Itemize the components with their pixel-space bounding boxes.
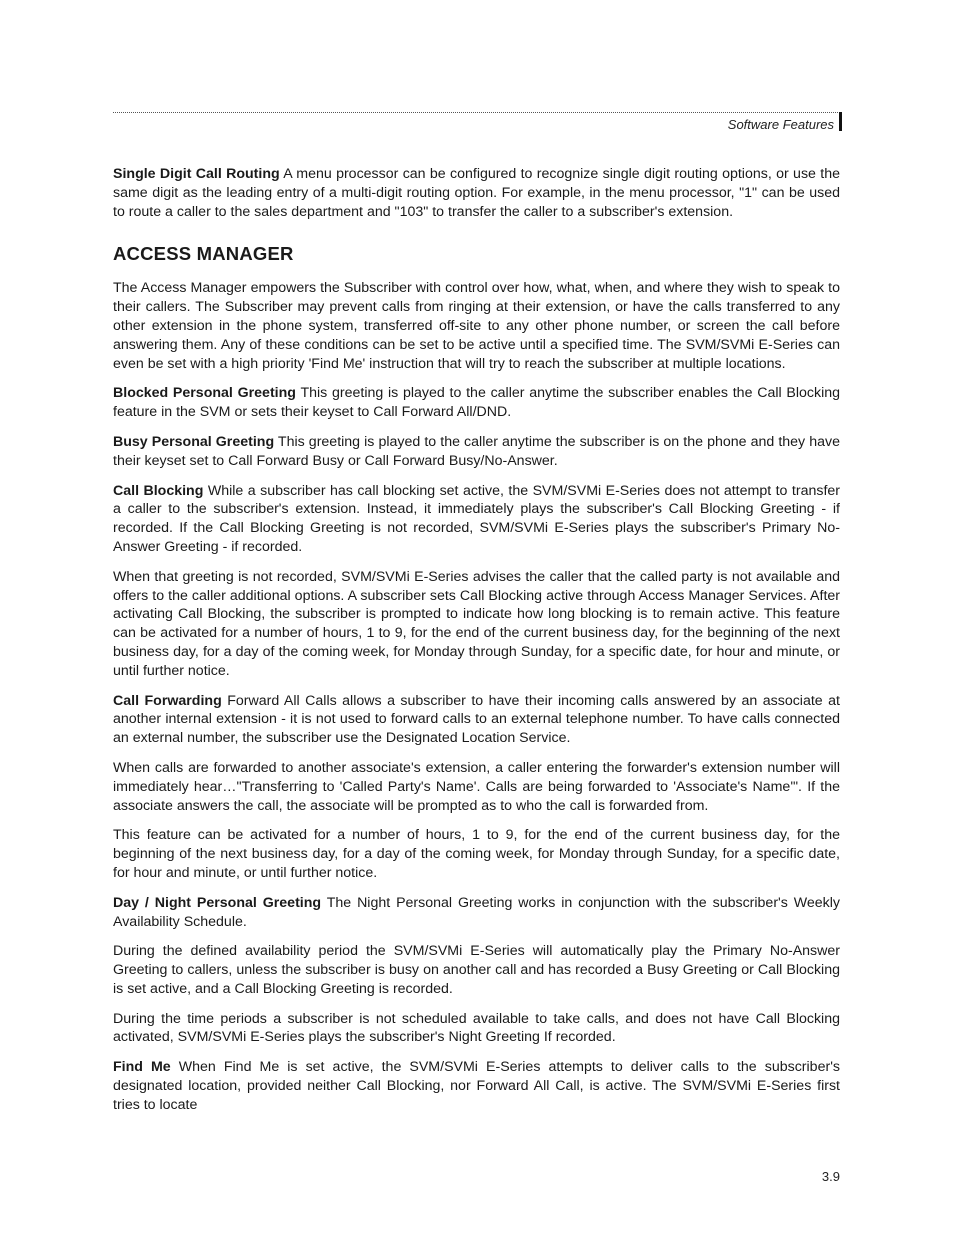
text-blocked-personal-greeting: This greeting is played to the caller anytime the subscriber enables the Call Blocking feature in the SVM or sets their keyset to Call Forward All/DND. (113, 385, 841, 421)
term-call-forwarding: Call Forwarding (113, 692, 222, 709)
running-header: Software Features (727, 117, 834, 132)
text-find-me: When Find Me is set active, the SVM/SVMi E-Series attempts to deliver calls to the subscriber's designated location, provided neither Call Blocking, nor Forward All Call, is active. The SVM/SVMi E-Series first tries to locate (113, 1059, 840, 1113)
text-call-blocking: While a subscriber has call blocking set active, the SVM/SVMi E-Series does not attempt to transfer a caller to the subscriber's extension. Instead, it immediately plays the subscriber's Call Blocking Greeting - if recorded. If the Call Blocking Greeting is not recorded, SVM/SVMi E-Series plays the subscriber's Primary No-Answer Greeting - if recorded. (113, 482, 840, 555)
paragraph-call-blocking (113, 482, 840, 557)
paragraph-single-digit-call-routing (113, 165, 840, 221)
term-day-night-personal-greeting: Day / Night Personal Greeting (113, 894, 322, 911)
page-body (113, 165, 840, 1126)
paragraph-day-night-continued-1: During the defined availability period the SVM/SVMi E-Series will automatically play the Primary No-Answer Greeting to callers, unless the subscriber is busy on another call and has recorded a Busy Greeting or Call Blocking is set active, and a Call Blocking Greeting is recorded. (113, 943, 840, 997)
paragraph-find-me (113, 1058, 840, 1114)
term-call-blocking: Call Blocking (113, 482, 204, 499)
paragraph-day-night-continued-2: During the time periods a subscriber is not scheduled available to take calls, and does not have Call Blocking activated, SVM/SVMi E-Series plays the subscriber's Night Greeting If recorded. (113, 1010, 840, 1046)
header-marker-bar (839, 112, 842, 131)
paragraph-call-blocking-continued: When that greeting is not recorded, SVM/SVMi E-Series advises the caller that the called party is not available and offers to the caller additional options. A subscriber sets Call Blocking active through Access Manager Services. After activating Call Blocking, the subscriber is prompted to indicate how long blocking is to remain active. This feature can be activated for a number of hours, 1 to 9, for the end of the current business day, for the beginning of the next business day, for a day of the coming week, for Monday through Sunday, for a specific date, for hour and minute, or until further notice. (113, 568, 840, 679)
header-divider (113, 112, 842, 113)
text-single-digit-call-routing: A menu processor can be configured to recognize single digit routing options, or use the same digit as the leading entry of a multi-digit routing option. For example, in the menu processor, "1" can be used to route a caller to the sales department and "103" to transfer the caller to a subscriber's extension. (113, 166, 840, 220)
paragraph-call-forwarding-continued-2: This feature can be activated for a number of hours, 1 to 9, for the end of the current business day, for the beginning of the next business day, for a day of the coming week, for Monday through Sunday, for a specific date, for hour and minute, or until further notice. (113, 827, 840, 881)
term-find-me: Find Me (113, 1059, 171, 1076)
paragraph-day-night-personal-greeting (113, 894, 840, 932)
paragraph-blocked-personal-greeting (113, 384, 840, 422)
text-day-night-personal-greeting: The Night Personal Greeting works in conjunction with the subscriber's Weekly Availability Schedule. (113, 894, 840, 930)
paragraph-call-forwarding (113, 692, 840, 748)
text-call-forwarding: Forward All Calls allows a subscriber to have their incoming calls answered by an associate at another internal extension - it is not used to forward calls to an external telephone number. To have calls connected an external number, the subscriber use the Designated Location Service. (113, 692, 840, 747)
term-blocked-personal-greeting: Blocked Personal Greeting (113, 385, 296, 402)
text-busy-personal-greeting: This greeting is played to the caller anytime the subscriber is on the phone and they have their keyset set to Call Forward Busy or Call Forward Busy/No-Answer. (113, 433, 840, 469)
paragraph-call-forwarding-continued-1: When calls are forwarded to another associate's extension, a caller entering the forwarder's extension number will immediately hear…"Transferring to 'Called Party's Name'. Calls are being forwarded to 'Associate's Name'". If the associate answers the call, the associate will be prompted as to who the call is forwarded from. (113, 759, 840, 814)
term-single-digit-call-routing: Single Digit Call Routing (113, 166, 280, 182)
page-number: 3.9 (821, 1169, 840, 1184)
paragraph-busy-personal-greeting (113, 433, 840, 471)
term-busy-personal-greeting: Busy Personal Greeting (113, 433, 275, 450)
paragraph-access-manager-overview: The Access Manager empowers the Subscriber with control over how, what, when, and where they wish to speak to their callers. The Subscriber may prevent calls from ringing at their extension, or have the calls transferred to any other extension in the phone system, transferred off-site to any other phone number, or screen the call before answering them. Any of these conditions can be set to be active until a specified time. The SVM/SVMi E-Series can even be set with a high priority 'Find Me' instruction that will try to reach the subscriber at multiple locations. (113, 280, 840, 372)
section-heading-access-manager: ACCESS MANAGER (113, 243, 294, 265)
